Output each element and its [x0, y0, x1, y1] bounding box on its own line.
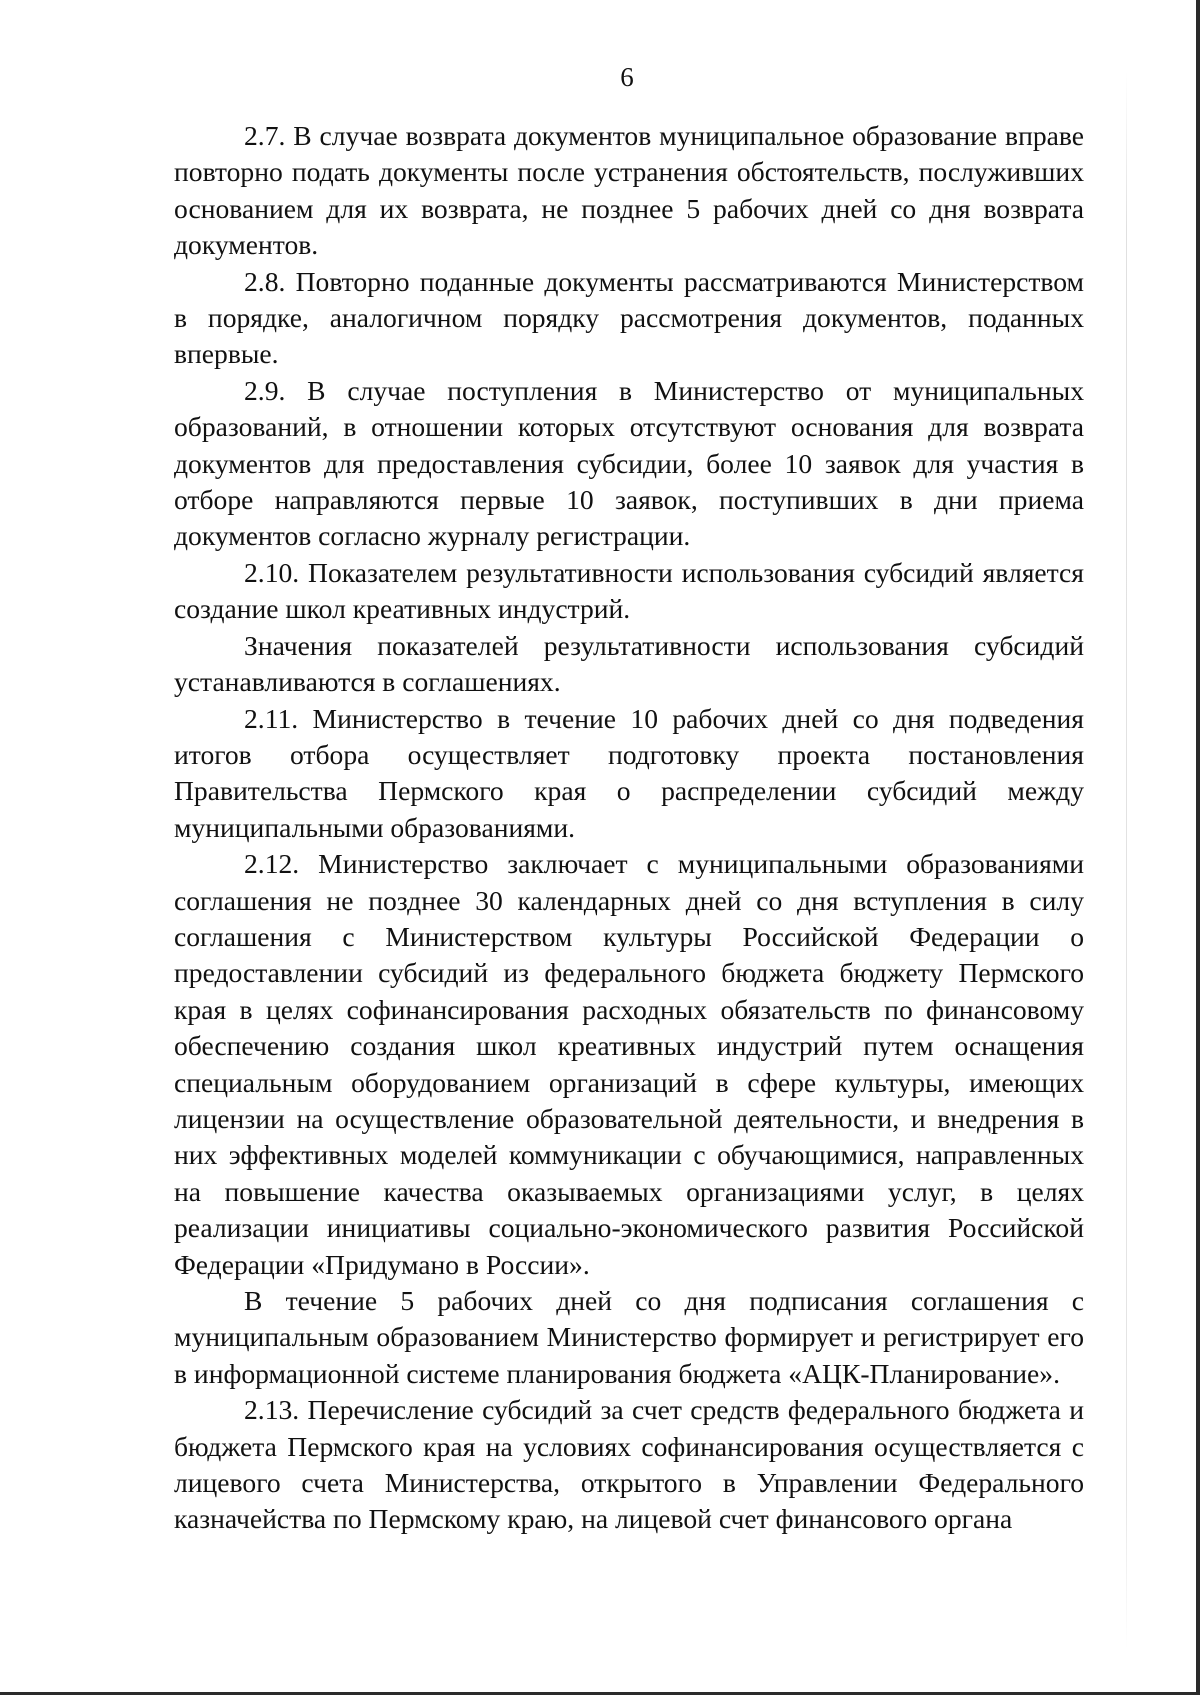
scan-fold-line — [1126, 70, 1127, 1650]
scan-right-border — [1196, 0, 1200, 1695]
document-body — [174, 118, 1084, 1538]
paragraph-indicator-values: Значения показателей результативности использования субсидий устанавливаются в соглашениях. — [174, 629, 1084, 698]
page-number: 6 — [620, 62, 634, 92]
paragraph-2-8: 2.8. Повторно поданные документы рассматриваются Министерством в порядке, аналогичном порядку рассмотрения документов, поданных впервые. — [174, 265, 1084, 370]
paragraph-agreement-registration: В течение 5 рабочих дней со дня подписания соглашения с муниципальным образованием Министерство формирует и регистрирует его в информационной системе планирования бюджета «АЦК-Планирование». — [174, 1285, 1084, 1389]
paragraph-2-12: 2.12. Министерство заключает с муниципальными образованиями соглашения не позднее 30 календарных дней со дня вступления в силу соглашения с Министерством культуры Российской Федерации о предоставлении субсидий из федерального бюджета бюджету Пермского края в целях софинансирования расходных обязательств по финансовому обеспечению создания школ креативных индустрий путем оснащения специальным оборудованием организаций в сфере культуры, имеющих лицензии на осуществление образовательной деятельности, и внедрения в них эффективных моделей коммуникации с обучающимися, направленных на повышение качества оказываемых организациями услуг, в целях реализации инициативы социально-экономического развития Российской Федерации «Придумано в России». — [174, 848, 1084, 1280]
paragraph-2-13: 2.13. Перечисление субсидий за счет средств федерального бюджета и бюджета Пермского края на условиях софинансирования осуществляется с лицевого счета Министерства, открытого в Управлении Федерального казначейства по Пермскому краю, на лицевой счет финансового органа — [174, 1394, 1084, 1535]
paragraph-2-10: 2.10. Показателем результативности использования субсидий является создание школ креативных индустрий. — [174, 556, 1084, 625]
paragraph-2-9: 2.9. В случае поступления в Министерство от муниципальных образований, в отношении которых отсутствуют основания для возврата документов для предоставления субсидии, более 10 заявок для участия в отборе направляются первые 10 заявок, поступивших в дни приема документов согласно журналу регистрации. — [174, 374, 1084, 552]
paragraph-2-7: 2.7. В случае возврата документов муниципальное образование вправе повторно подать документы после устранения обстоятельств, послуживших основанием для их возврата, не позднее 5 рабочих дней со дня возврата документов. — [174, 120, 1084, 261]
paragraph-2-11: 2.11. Министерство в течение 10 рабочих дней со дня подведения итогов отбора осуществляет подготовку проекта постановления Правительства Пермского края о распределении субсидий между муниципальными образованиями. — [174, 702, 1084, 843]
